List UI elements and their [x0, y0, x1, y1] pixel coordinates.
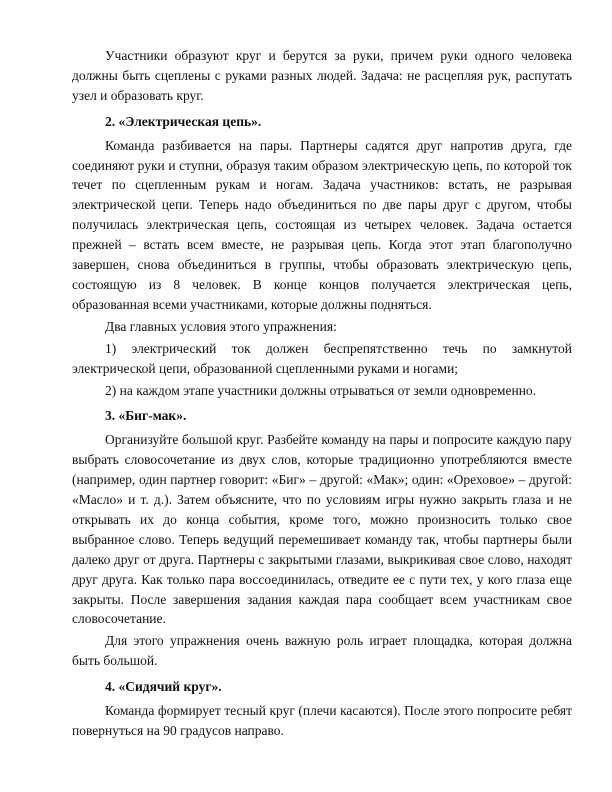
paragraph-big-mac-venue: Для этого упражнения очень важную роль играет площадка, которая должна быть большой.	[72, 633, 572, 669]
heading-electric-chain: 2. «Электрическая цепь».	[105, 113, 262, 129]
paragraph-conditions-intro: Два главных условия этого упражнения:	[105, 318, 337, 334]
document-page	[72, 46, 572, 743]
paragraph-condition-1: 1) электрический ток должен беспрепятственно течь по замкнутой электрической цепи, образованной сцепленными руками и ногами;	[72, 340, 572, 376]
paragraph-knot-instructions: Участники образуют круг и берутся за руки, причем руки одного человека должны быть сцеплены с руками разных людей. Задача: не расцепляя рук, распутать узел и образовать круг.	[72, 48, 572, 103]
heading-big-mac: 3. «Биг-мак».	[105, 408, 187, 424]
heading-sitting-circle: 4. «Сидячий круг».	[105, 679, 222, 695]
paragraph-big-mac-instructions: Организуйте большой круг. Разбейте команду на пары и попросите каждую пару выбрать словосочетание из двух слов, которые традиционно употребляются вместе (например, один партнер говорит: «Биг» – другой: «Мак»; один: «Ореховое» – другой: «Масло» и т. д.). Затем объясните, что по условиям игры нужно закрыть глаза и не открывать их до конца события, кроме того, можно произносить только свое выбранное слово. Теперь ведущий перемешивает команду так, чтобы партнеры были далеко друг от друга. Партнеры с закрытыми глазами, выкрикивая свое слово, находят друг друга. Как только пара воссоединилась, отведите ее с пути тех, у кого глаза еще закрыты. После завершения задания каждая пара сообщает всем участникам свое словосочетание.	[72, 432, 572, 627]
paragraph-condition-2: 2) на каждом этапе участники должны отрываться от земли одновременно.	[105, 382, 537, 398]
paragraph-electric-chain-instructions: Команда разбивается на пары. Партнеры садятся друг напротив друга, где соединяют руки и ступни, образуя таким образом электрическую цепь, по которой ток течет по сцепленным рукам и ногам. Задача участников: встать, не разрывая электрической цепи. Теперь надо объединиться по две пары друг с другом, чтобы получилась электрическая цепь, состоящая из четырех человек. Задача остается прежней – встать всем вместе, не разрывая цепь. Когда этот этап благополучно завершен, снова объединиться в группы, чтобы образовать электрическую цепь, состоящую из 8 человек. В конце концов получается электрическая цепь, образованная всеми участниками, которые должны подняться.	[72, 137, 572, 312]
paragraph-sitting-circle-instructions: Команда формирует тесный круг (плечи касаются). После этого попросите ребят повернуться на 90 градусов направо.	[72, 703, 572, 738]
